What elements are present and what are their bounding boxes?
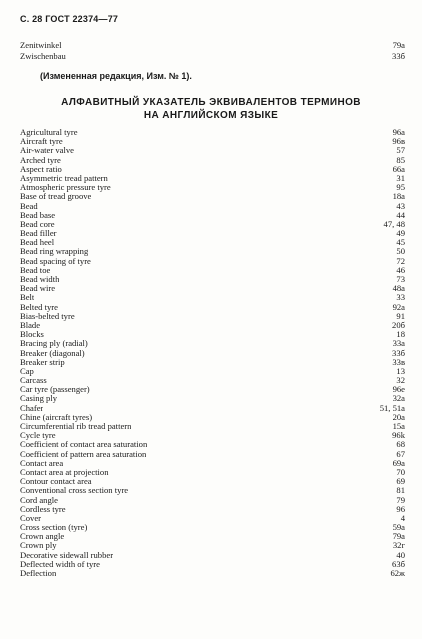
- term-reference: 33: [396, 292, 405, 303]
- term-reference: 73: [396, 274, 405, 284]
- list-item: [20, 496, 405, 505]
- list-item: [20, 532, 405, 541]
- list-item: [20, 339, 405, 348]
- list-item: [20, 51, 405, 62]
- term-label: Bead wire: [20, 284, 56, 294]
- list-item: [20, 394, 405, 403]
- list-item: [20, 321, 405, 330]
- page-header: С. 28 ГОСТ 22374—77: [20, 14, 119, 24]
- term-reference: 96е: [392, 384, 405, 395]
- term-label: Crown ply: [20, 541, 57, 551]
- term-label: Contour contact area: [20, 477, 92, 487]
- term-reference: 72: [396, 255, 405, 266]
- list-item: [20, 247, 405, 256]
- term-label: Zwischenbau: [20, 51, 66, 61]
- list-item: [20, 551, 405, 560]
- term-reference: 18: [396, 329, 405, 340]
- term-reference: 15а: [392, 421, 405, 431]
- list-item: [20, 156, 405, 165]
- term-label: Blocks: [20, 330, 44, 340]
- list-item: [20, 468, 405, 477]
- term-label: Coefficient of contact area saturation: [20, 440, 148, 450]
- section-title-line-1: АЛФАВИТНЫЙ УКАЗАТЕЛЬ ЭКВИВАЛЕНТОВ ТЕРМИНОВ: [61, 97, 361, 108]
- term-reference: 32г: [392, 540, 405, 551]
- term-label: Bead filler: [20, 229, 57, 239]
- list-item: [20, 459, 405, 468]
- term-label: Deflected width of tyre: [20, 559, 100, 569]
- term-reference: 96k: [392, 430, 405, 441]
- term-label: Bead ring wrapping: [20, 247, 89, 257]
- list-item: [20, 413, 405, 422]
- list-item: [20, 192, 405, 201]
- list-item: [20, 450, 405, 459]
- term-reference: 31: [396, 172, 405, 183]
- list-item: [20, 431, 405, 440]
- list-item: [20, 183, 405, 192]
- section-title: [0, 96, 422, 122]
- term-label: Conventional cross section tyre: [20, 486, 129, 496]
- list-item: [20, 312, 405, 321]
- list-item: [20, 367, 405, 376]
- term-reference: 62ж: [390, 568, 405, 578]
- term-reference: 20а: [392, 411, 405, 422]
- list-item: [20, 422, 405, 431]
- term-label: Aircraft tyre: [20, 137, 63, 147]
- term-label: Car tyre (passenger): [20, 385, 90, 395]
- term-label: Bead heel: [20, 238, 55, 248]
- term-reference: 63б: [392, 558, 405, 569]
- term-reference: 96а: [392, 127, 405, 137]
- term-reference: 70: [396, 466, 405, 477]
- term-label: Cross section (tyre): [20, 523, 88, 533]
- term-label: Breaker (diagonal): [20, 348, 85, 358]
- term-label: Asymmetric tread pattern: [20, 173, 108, 183]
- term-reference: 33б: [392, 347, 405, 358]
- list-item: [20, 229, 405, 238]
- term-reference: 79а: [392, 39, 405, 50]
- list-item: [20, 523, 405, 532]
- list-item: [20, 358, 405, 367]
- term-label: Deflection: [20, 569, 57, 578]
- term-reference: 43: [396, 200, 405, 211]
- term-label: Bias-belted tyre: [20, 311, 75, 321]
- list-item: [20, 284, 405, 293]
- term-label: Contact area: [20, 458, 64, 468]
- term-reference: 44: [396, 209, 405, 220]
- term-reference: 69а: [392, 457, 405, 468]
- term-index-list: [20, 128, 405, 578]
- term-reference: 67: [396, 448, 405, 459]
- list-item: [20, 349, 405, 358]
- top-term-list: [20, 40, 405, 62]
- term-label: Belted tyre: [20, 302, 58, 312]
- term-reference: 33в: [392, 356, 405, 367]
- term-reference: 96: [396, 503, 405, 514]
- list-item: [20, 376, 405, 385]
- list-item: [20, 330, 405, 339]
- list-item: [20, 404, 405, 413]
- term-reference: 18а: [392, 191, 405, 202]
- term-label: Air-water valve: [20, 146, 74, 156]
- term-reference: 33а: [392, 338, 405, 349]
- list-item: [20, 303, 405, 312]
- term-reference: 40: [396, 549, 405, 560]
- list-item: [20, 440, 405, 449]
- term-reference: 91: [396, 310, 405, 321]
- term-label: Bead core: [20, 219, 55, 229]
- list-item: [20, 165, 405, 174]
- term-reference: 49: [396, 228, 405, 239]
- term-label: Chafer: [20, 403, 44, 413]
- term-reference: 66а: [392, 163, 405, 174]
- term-reference: 32а: [392, 393, 405, 404]
- term-reference: 79: [396, 494, 405, 505]
- term-reference: 92а: [392, 301, 405, 312]
- term-reference: 46: [396, 264, 405, 275]
- list-item: [20, 202, 405, 211]
- term-label: Bead spacing of tyre: [20, 256, 91, 266]
- term-label: Breaker strip: [20, 357, 65, 367]
- term-label: Casing ply: [20, 394, 58, 404]
- list-item: [20, 146, 405, 155]
- term-label: Decorative sidewall rubber: [20, 550, 114, 560]
- term-label: Belt: [20, 293, 35, 303]
- term-label: Cycle tyre: [20, 431, 56, 441]
- list-item: [20, 486, 405, 495]
- list-item: [20, 385, 405, 394]
- term-reference: 48а: [392, 283, 405, 294]
- term-reference: 45: [396, 237, 405, 248]
- term-label: Agricultural tyre: [20, 128, 78, 137]
- term-label: Coefficient of pattern area saturation: [20, 449, 147, 459]
- list-item: [20, 257, 405, 266]
- list-item: [20, 560, 405, 569]
- term-label: Blade: [20, 320, 41, 330]
- term-reference: 47, 48: [383, 218, 405, 229]
- list-item: [20, 128, 405, 137]
- term-label: Bead toe: [20, 265, 51, 275]
- term-label: Zenitwinkel: [20, 40, 62, 50]
- term-reference: 95: [396, 182, 405, 193]
- term-reference: 13: [396, 365, 405, 376]
- term-label: Chine (aircraft tyres): [20, 412, 93, 422]
- term-label: Bead base: [20, 210, 56, 220]
- term-reference: 81: [396, 485, 405, 496]
- amendment-note: (Измененная редакция, Изм. № 1).: [40, 71, 192, 81]
- list-item: [20, 266, 405, 275]
- term-label: Bead: [20, 201, 38, 211]
- term-label: Crown angle: [20, 532, 65, 542]
- term-reference: 68: [396, 439, 405, 450]
- term-reference: 57: [396, 145, 405, 156]
- term-reference: 51, 51а: [379, 402, 405, 413]
- term-reference: 33б: [392, 50, 405, 61]
- list-item: [20, 40, 405, 51]
- list-item: [20, 275, 405, 284]
- list-item: [20, 220, 405, 229]
- term-label: Arched tyre: [20, 155, 61, 165]
- list-item: [20, 541, 405, 550]
- section-title-line-2: НА АНГЛИЙСКОМ ЯЗЫКЕ: [143, 110, 279, 121]
- list-item: [20, 505, 405, 514]
- term-label: Bracing ply (radial): [20, 339, 88, 349]
- term-reference: 32: [396, 375, 405, 386]
- list-item: [20, 514, 405, 523]
- list-item: [20, 238, 405, 247]
- term-reference: 85: [396, 154, 405, 165]
- term-label: Bead width: [20, 275, 60, 284]
- term-reference: 69: [396, 476, 405, 487]
- term-reference: 4: [400, 512, 405, 523]
- term-reference: 50: [396, 246, 405, 257]
- list-item: [20, 211, 405, 220]
- term-label: Carcass: [20, 376, 47, 386]
- term-reference: 96в: [392, 136, 405, 147]
- term-reference: 79а: [392, 531, 405, 542]
- list-item: [20, 569, 405, 578]
- term-label: Base of tread groove: [20, 192, 92, 202]
- list-item: [20, 174, 405, 183]
- list-item: [20, 137, 405, 146]
- term-reference: 59а: [392, 522, 405, 533]
- term-label: Cordless tyre: [20, 504, 66, 514]
- term-reference: 20б: [392, 319, 405, 330]
- term-label: Circumferential rib tread pattern: [20, 422, 132, 431]
- term-label: Cord angle: [20, 495, 58, 505]
- list-item: [20, 293, 405, 302]
- term-label: Aspect ratio: [20, 164, 62, 174]
- term-label: Atmospheric pressure tyre: [20, 183, 111, 193]
- list-item: [20, 477, 405, 486]
- term-label: Contact area at projection: [20, 467, 109, 477]
- term-label: Cap: [20, 366, 34, 376]
- term-label: Cover: [20, 513, 42, 523]
